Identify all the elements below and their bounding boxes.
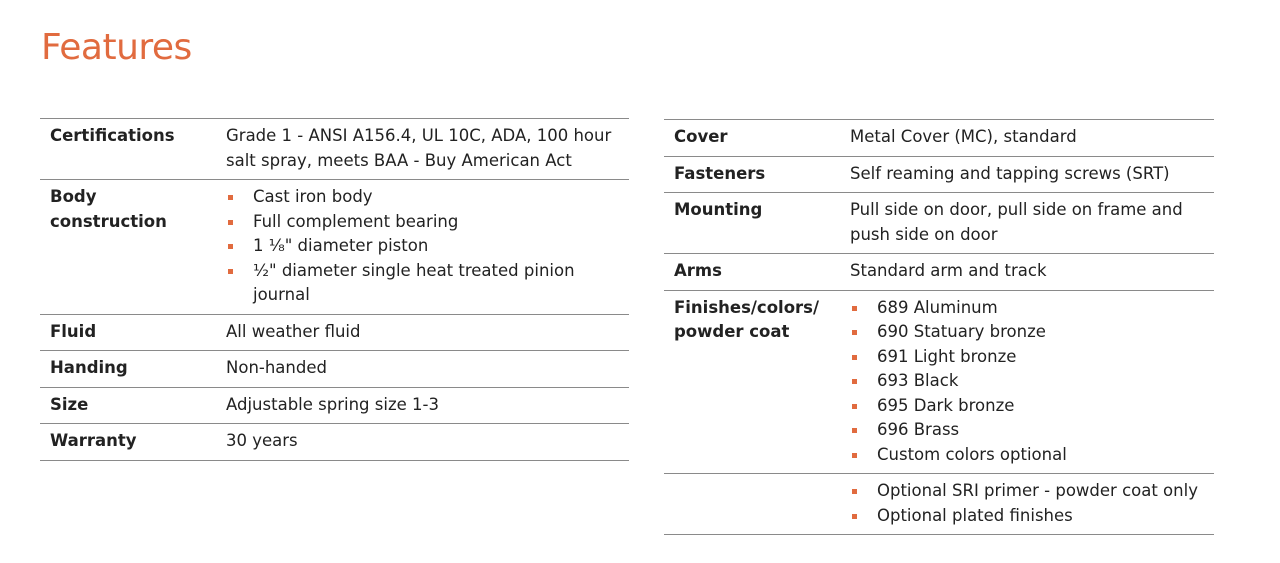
row-handing bbox=[40, 351, 629, 388]
row-mounting bbox=[664, 193, 1214, 254]
list-item: 689 Aluminum bbox=[850, 296, 1206, 321]
fasteners-label: Fasteners bbox=[674, 163, 766, 183]
handing-value: Non-handed bbox=[226, 358, 327, 377]
certifications-label: Certifications bbox=[50, 126, 175, 145]
finishes-extra-value bbox=[850, 479, 1214, 528]
finishes-extra-label bbox=[664, 479, 850, 528]
list-item: 695 Dark bronze bbox=[850, 394, 1206, 419]
list-item: Cast iron body bbox=[226, 185, 619, 210]
row-finishes bbox=[664, 291, 1214, 475]
finishes-extra-list bbox=[850, 479, 1206, 528]
handing-label: Handing bbox=[50, 358, 128, 377]
finishes-list bbox=[850, 296, 1206, 468]
body-construction-label-line2: construction bbox=[50, 211, 167, 231]
list-item: 690 Statuary bronze bbox=[850, 320, 1206, 345]
size-label: Size bbox=[50, 394, 89, 414]
list-item: 693 Black bbox=[850, 369, 1206, 394]
list-item: 691 Light bronze bbox=[850, 345, 1206, 370]
features-table-left bbox=[40, 118, 629, 461]
row-warranty bbox=[40, 424, 629, 461]
list-item: 696 Brass bbox=[850, 418, 1206, 443]
body-construction-label-line1: Body bbox=[50, 187, 97, 206]
row-body-construction bbox=[40, 180, 629, 315]
body-construction-value bbox=[226, 185, 629, 308]
body-construction-list bbox=[226, 185, 619, 308]
row-finishes-extra bbox=[664, 474, 1214, 535]
cover-value: Metal Cover (MC), standard bbox=[850, 127, 1077, 146]
row-fasteners bbox=[664, 157, 1214, 194]
warranty-value: 30 years bbox=[226, 431, 298, 450]
row-size bbox=[40, 388, 629, 425]
arms-value: Standard arm and track bbox=[850, 261, 1047, 280]
certifications-value: Grade 1 - ANSI A156.4, UL 10C, ADA, 100 hour salt spray, meets BAA - Buy American Act bbox=[226, 126, 612, 170]
list-item: 1 ¹⁄₈" diameter piston bbox=[226, 234, 619, 259]
list-item: Custom colors optional bbox=[850, 443, 1206, 468]
list-item: ¹⁄₂" diameter single heat treated pinion journal bbox=[226, 259, 619, 308]
features-table-right bbox=[664, 119, 1214, 535]
list-item: Optional plated finishes bbox=[850, 504, 1206, 529]
finishes-label-line1: Finishes/colors/ bbox=[674, 297, 820, 317]
cover-label: Cover bbox=[674, 127, 728, 146]
page-title: Features bbox=[41, 27, 192, 68]
row-fluid bbox=[40, 315, 629, 352]
mounting-label: Mounting bbox=[674, 200, 763, 219]
list-item: Optional SRI primer - powder coat only bbox=[850, 479, 1206, 504]
size-value: Adjustable spring size 1-3 bbox=[226, 394, 439, 414]
list-item: Full complement bearing bbox=[226, 210, 619, 235]
finishes-label bbox=[664, 296, 850, 468]
row-certifications bbox=[40, 119, 629, 180]
arms-label: Arms bbox=[674, 261, 722, 280]
fasteners-value: Self reaming and tapping screws (SRT) bbox=[850, 163, 1170, 183]
mounting-value: Pull side on door, pull side on frame and push side on door bbox=[850, 200, 1183, 244]
body-construction-label bbox=[40, 185, 226, 308]
finishes-value bbox=[850, 296, 1214, 468]
fluid-label: Fluid bbox=[50, 321, 97, 341]
row-arms bbox=[664, 254, 1214, 291]
finishes-label-line2: powder coat bbox=[674, 322, 790, 341]
row-cover bbox=[664, 120, 1214, 157]
warranty-label: Warranty bbox=[50, 431, 137, 450]
fluid-value: All weather fluid bbox=[226, 321, 361, 341]
